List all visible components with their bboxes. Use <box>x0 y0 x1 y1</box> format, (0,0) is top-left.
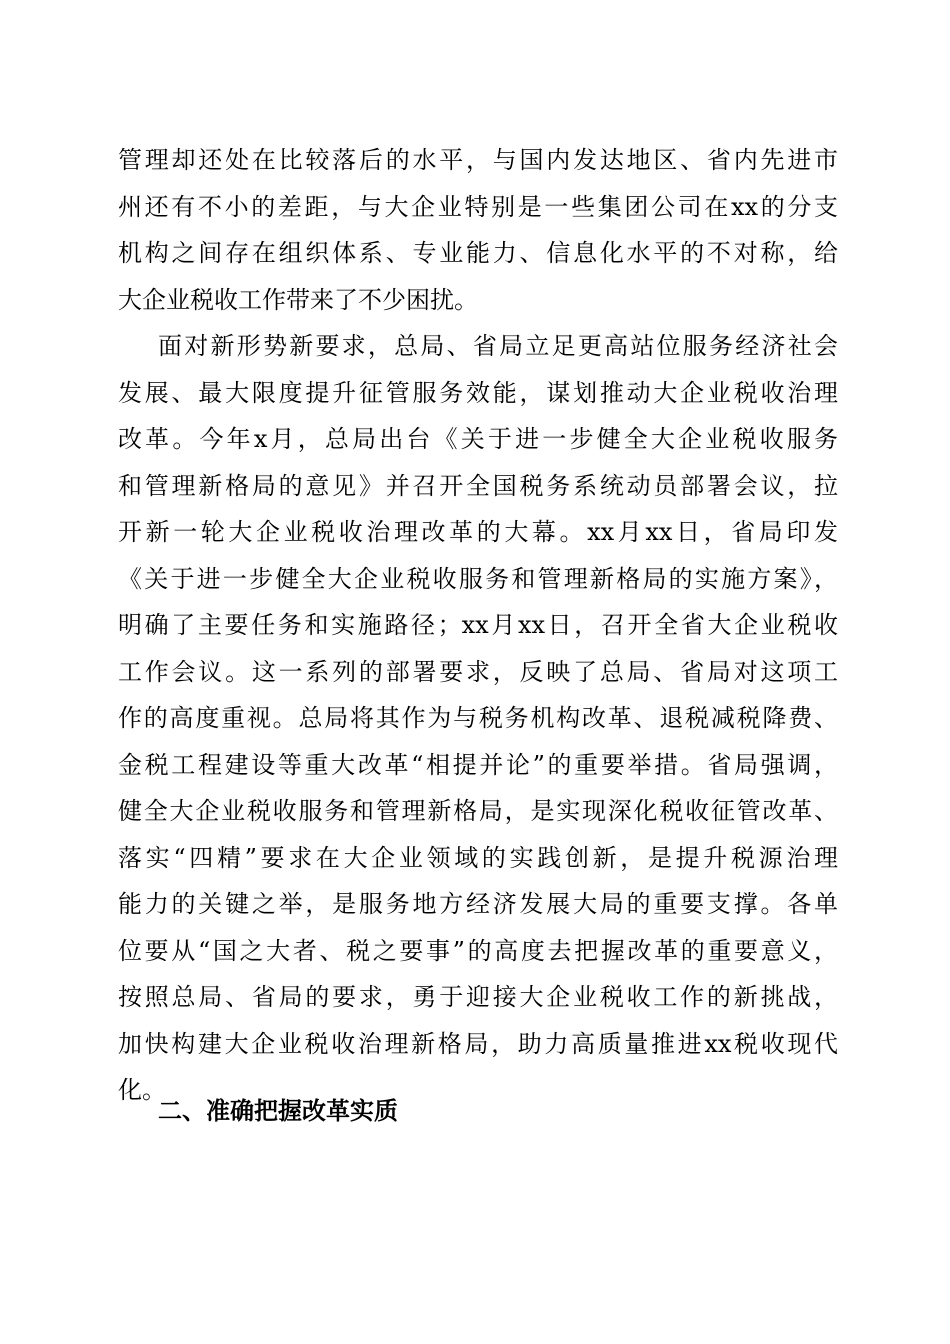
text-line: 面对新形势新要求，总局、省局立足更高站位服务经济社会 <box>158 332 838 360</box>
text-line: 《关于进一步健全大企业税收服务和管理新格局的实施方案》， <box>118 564 838 593</box>
paragraph-1 <box>118 137 838 323</box>
text-line: 管理却还处在比较落后的水平，与国内发达地区、省内先进市 <box>118 146 838 174</box>
section-heading: 二、准确把握改革实质 <box>158 1097 398 1125</box>
text-line: 落实“四精”要求在大企业领域的实践创新，是提升税源治理 <box>118 843 838 872</box>
text-line: 工作会议。这一系列的部署要求，反映了总局、省局对这项工 <box>118 657 838 686</box>
text-line: 州还有不小的差距，与大企业特别是一些集团公司在xx的分支 <box>118 192 838 221</box>
text-line: 健全大企业税收服务和管理新格局，是实现深化税收征管改革、 <box>118 797 838 825</box>
text-line: 大企业税收工作带来了不少困扰。 <box>118 285 478 314</box>
text-line: 明确了主要任务和实施路径；xx月xx日，召开全省大企业税收 <box>118 611 838 639</box>
text-line: 金税工程建设等重大改革“相提并论”的重要举措。省局强调， <box>118 750 838 779</box>
text-line: 机构之间存在组织体系、专业能力、信息化水平的不对称，给 <box>118 239 838 267</box>
text-line: 作的高度重视。总局将其作为与税务机构改革、退税减税降费、 <box>118 704 838 732</box>
text-line: 发展、最大限度提升征管服务效能，谋划推动大企业税收治理 <box>118 378 838 407</box>
text-line: 化。 <box>118 1076 166 1104</box>
text-line: 开新一轮大企业税收治理改革的大幕。xx月xx日，省局印发 <box>118 518 838 546</box>
text-line: 能力的关键之举，是服务地方经济发展大局的重要支撑。各单 <box>118 890 838 918</box>
body-text <box>118 137 838 1114</box>
text-line: 改革。今年x月，总局出台《关于进一步健全大企业税收服务 <box>118 425 838 453</box>
paragraph-2 <box>118 323 838 1114</box>
text-line: 和管理新格局的意见》并召开全国税务系统动员部署会议，拉 <box>118 471 838 500</box>
text-line: 加快构建大企业税收治理新格局，助力高质量推进xx税收现代 <box>118 1029 838 1058</box>
text-line: 按照总局、省局的要求，勇于迎接大企业税收工作的新挑战， <box>118 983 838 1011</box>
text-line: 位要从“国之大者、税之要事”的高度去把握改革的重要意义， <box>118 936 838 965</box>
